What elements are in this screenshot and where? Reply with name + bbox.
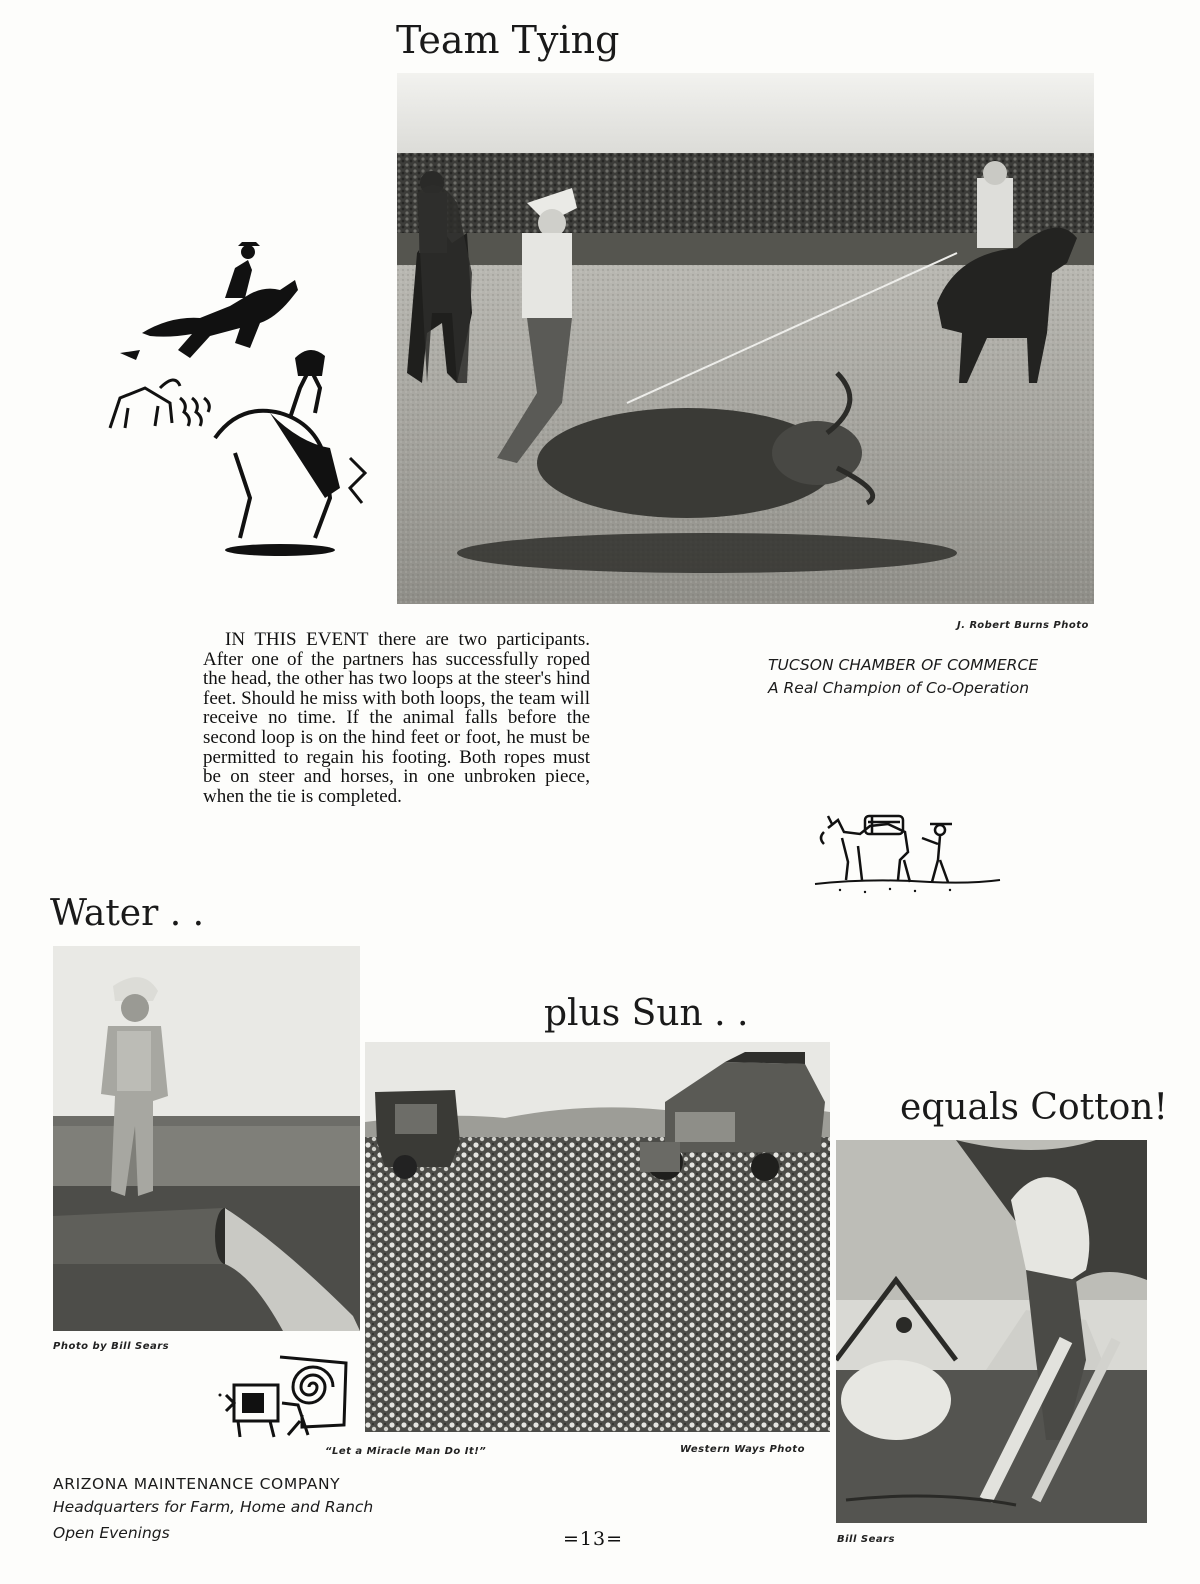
cotton-picker-photo-credit: Bill Sears [837,1534,896,1545]
description-lead: IN THIS EVENT [225,629,369,650]
cotton-field-photo [365,1042,830,1432]
team-tying-photo-credit: J. Robert Burns Photo [957,620,1089,631]
miracle-man-slogan: “Let a Miracle Man Do It!” [325,1446,487,1457]
equals-cotton-title: equals Cotton! [900,1087,1168,1128]
water-photo-credit: Photo by Bill Sears [53,1341,170,1352]
page-number: =13= [563,1528,624,1550]
description-body: there are two participants. After one of the partners has successfully roped the head, the other has two loops at the steer's hind feet. Should he miss with both loops, the team will receive no time. If the animal falls before the second loop is on the hind feet or foot, he must be permitted to regain his footing. Both ropes must be on steer and horses, in one unbroken piece, when the tie is completed. [203,629,590,807]
team-tying-photo [397,73,1094,604]
miracle-man-logo [218,1355,358,1445]
team-tying-title: Team Tying [396,18,620,62]
rodeo-cowboy-illustration [100,238,370,560]
arizona-maintenance-name: ARIZONA MAINTENANCE COMPANY [53,1475,341,1493]
cotton-field-photo-credit: Western Ways Photo [680,1444,805,1455]
water-irrigation-photo [53,946,360,1331]
tucson-chamber-name: TUCSON CHAMBER OF COMMERCE [768,656,1039,674]
team-tying-description [203,630,590,806]
tucson-chamber-tagline: A Real Champion of Co-Operation [768,679,1030,697]
plus-sun-title: plus Sun . . [544,993,749,1034]
cotton-picker-photo [836,1140,1147,1523]
water-title: Water . . [50,893,205,934]
arizona-maintenance-hours: Open Evenings [53,1524,170,1542]
arizona-maintenance-tagline: Headquarters for Farm, Home and Ranch [53,1498,374,1516]
burro-prospector-illustration [810,812,1005,896]
